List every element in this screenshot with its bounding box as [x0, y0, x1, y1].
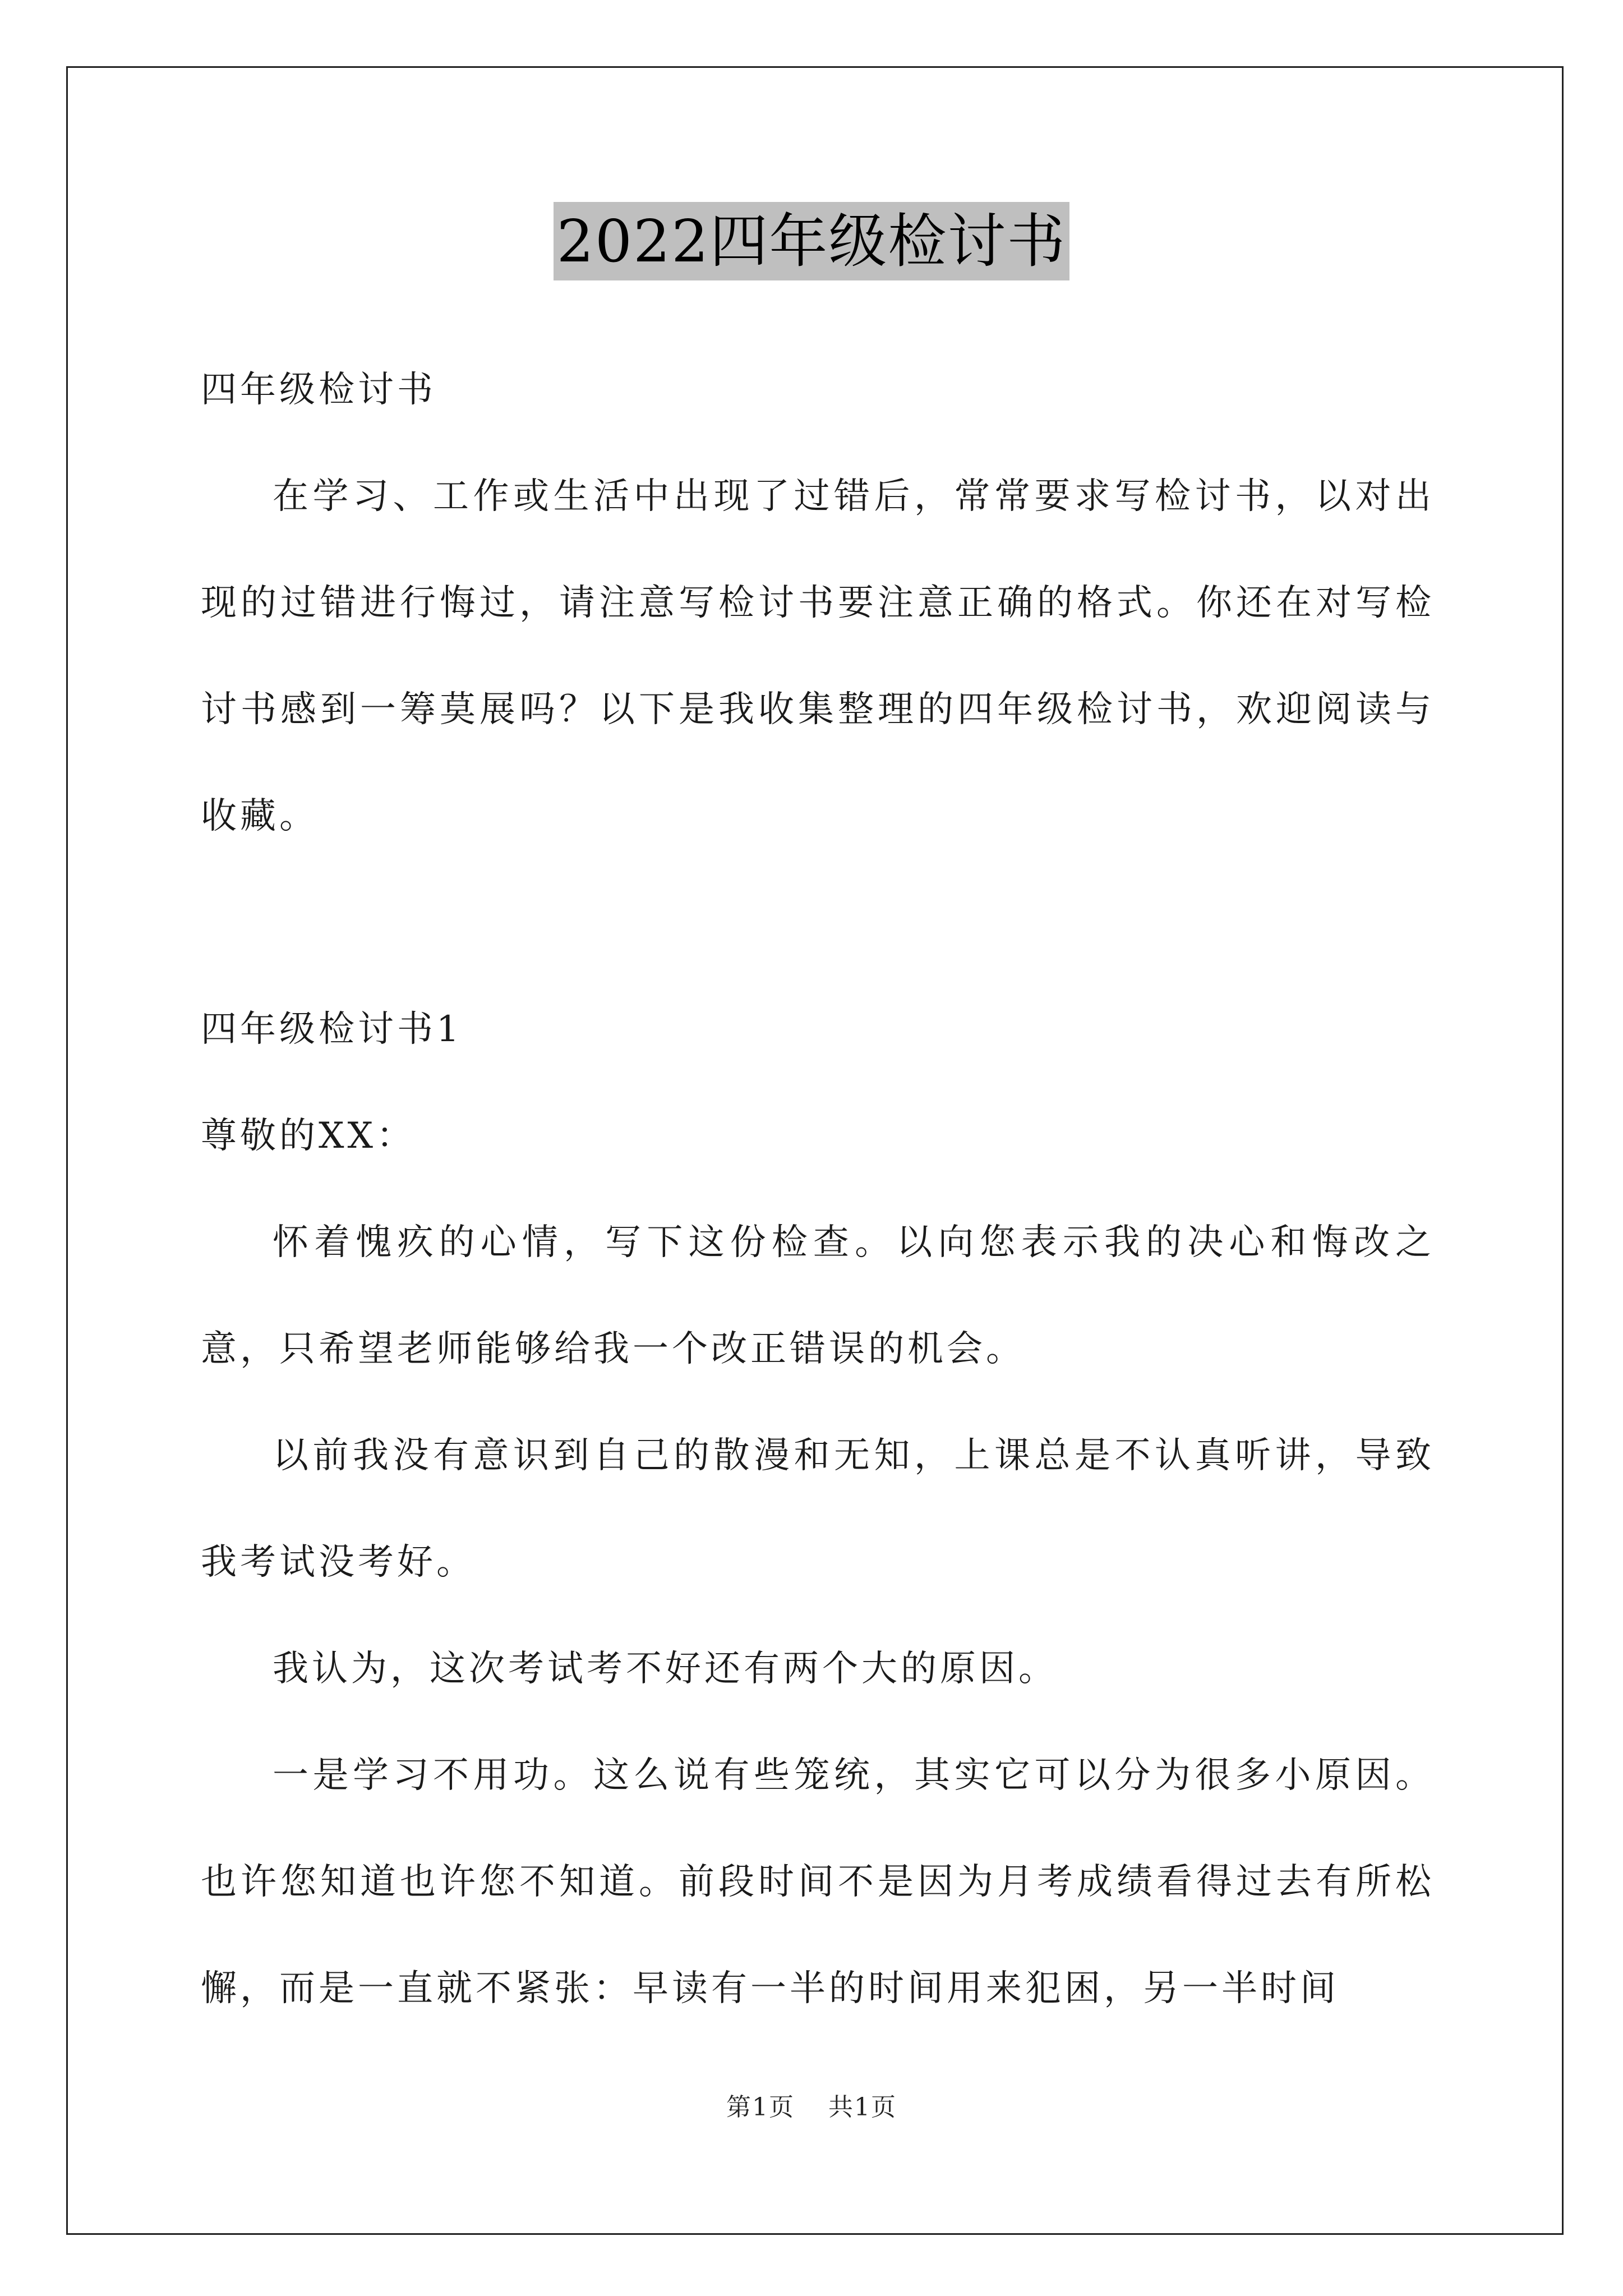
body-paragraph: 以前我没有意识到自己的散漫和无知，上课总是不认真听讲，导致我考试没考好。	[201, 1435, 1435, 1583]
body-paragraph: 怀着愧疚的心情，写下这份检查。以向您表示我的决心和悔改之意，只希望老师能够给我一个改正错误的机会。	[201, 1222, 1435, 1370]
body-paragraph: 我认为，这次考试考不好还有两个大的原因。	[273, 1648, 1058, 1690]
salutation: 尊敬的XX：	[201, 1115, 416, 1157]
intro-paragraph: 在学习、工作或生活中出现了过错后，常常要求写检讨书，以对出现的过错进行悔过，请注意写检讨书要注意正确的格式。你还在对写检讨书感到一筹莫展吗？以下是我收集整理的四年级检讨书，欢迎阅读与收藏。	[201, 476, 1435, 837]
document-body	[201, 337, 1435, 2042]
document-title: 2022四年级检讨书	[554, 202, 1070, 280]
section-heading: 四年级检讨书1	[201, 1009, 463, 1050]
page-number: 第1页	[726, 2093, 795, 2122]
section-spacer	[201, 869, 1435, 976]
title-container	[0, 202, 1623, 280]
page-footer	[0, 2087, 1623, 2123]
page-total: 共1页	[828, 2093, 897, 2122]
body-paragraph: 一是学习不用功。这么说有些笼统，其实它可以分为很多小原因。也许您知道也许您不知道。前段时间不是因为月考成绩看得过去有所松懈，而是一直就不紧张：早读有一半的时间用来犯困，另一半时间	[201, 1755, 1435, 2009]
document-subtitle: 四年级检讨书	[201, 369, 436, 411]
